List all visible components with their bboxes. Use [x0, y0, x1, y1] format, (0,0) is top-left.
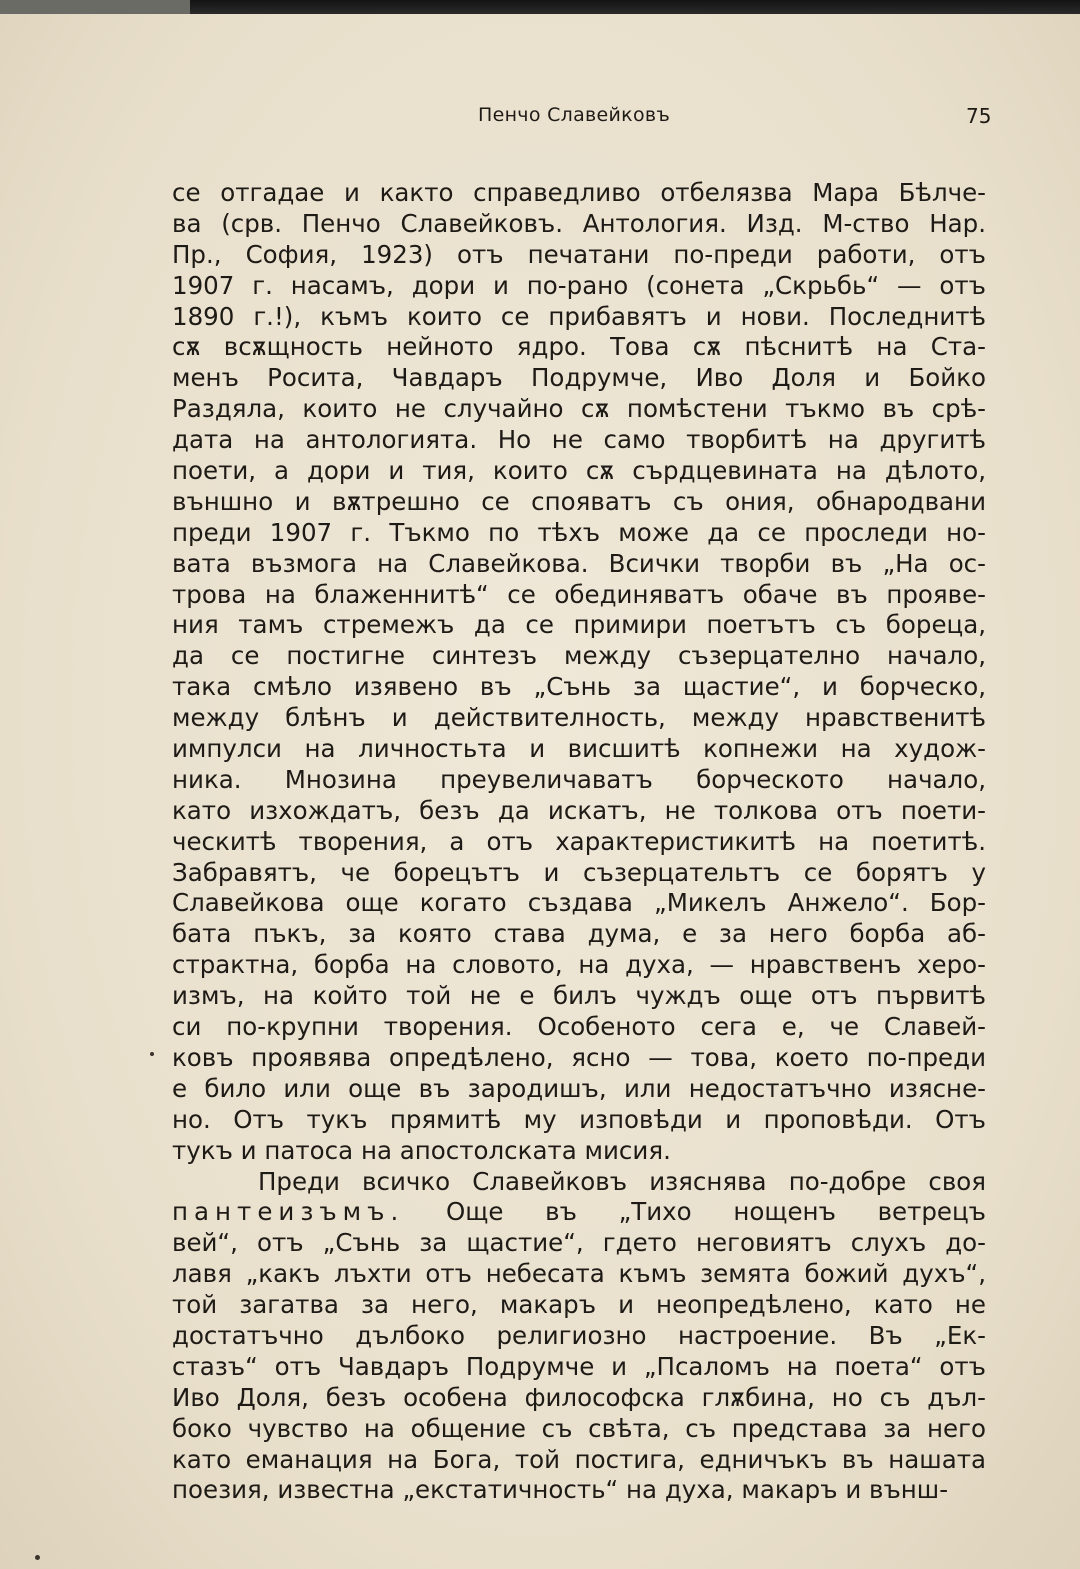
text-line: но. Отъ тукъ прямитѣ му изповѣди и проповѣди. Отъ	[172, 1104, 986, 1134]
scan-speck	[150, 1052, 154, 1056]
emphasized-word: пантеизъмъ.	[172, 1197, 405, 1227]
text-line: Иво Доля, безъ особена философска глѫбина, но съ дъл-	[172, 1382, 986, 1412]
text-line: външно и вѫтрешно се спояватъ съ ония, обнародвани	[172, 486, 986, 516]
text-line: достатъчно дълбоко религиозно настроение. Въ „Ек-	[172, 1320, 986, 1350]
scan-speck	[35, 1555, 40, 1560]
text-line: така смѣло изявено въ „Сънь за щастие“, и борческо,	[172, 672, 986, 702]
text-line: ния тамъ стремежъ да се примири поетътъ съ бореца,	[172, 610, 986, 640]
text-line: като еманация на Бога, той постига, едничъкъ въ нашата	[172, 1444, 986, 1474]
text-line: да се постигне синтезъ между съзерцателно начало,	[172, 641, 986, 671]
text-line: сѫ всѫщность нейното ядро. Това сѫ пѣснитѣ на Ста-	[172, 332, 986, 362]
text-line: между блѣнъ и действителность, между нравственитѣ	[172, 703, 986, 733]
text-line: стазъ“ отъ Чавдаръ Подрумче и „Псаломъ на поета“ отъ	[172, 1351, 986, 1381]
text-line: 1907 г. насамъ, дори и по-рано (сонета „Скрьбь“ — отъ	[172, 270, 986, 300]
text-line: поети, а дори и тия, които сѫ сърдцевината на дѣлото,	[172, 456, 986, 486]
text-line: менъ Росита, Чавдаръ Подрумче, Иво Доля и Бойко	[172, 363, 986, 393]
text-line: трова на блаженнитѣ“ се обединяватъ обаче въ прояве-	[172, 579, 986, 609]
text-line: ческитѣ творения, а отъ характеристикитѣ на поетитѣ.	[172, 826, 986, 856]
text-line: ковъ проявява опредѣлено, ясно — това, което по-преди	[172, 1042, 986, 1072]
page-number: 75	[966, 104, 992, 128]
text-line: като изхождатъ, безъ да искатъ, не толкова отъ поети-	[172, 795, 986, 825]
text-line: лавя „какъ лъхти отъ небесата къмъ земята божий духъ“,	[172, 1259, 986, 1289]
body-text	[172, 178, 986, 1506]
text-line: вата възмога на Славейкова. Всички творби въ „На ос-	[172, 548, 986, 578]
text-line: вей“, отъ „Сънь за щастие“, гдето неговиятъ слухъ до-	[172, 1228, 986, 1258]
text-line: дата на антологията. Но не само творбитѣ на другитѣ	[172, 425, 986, 455]
text-line: той загатва за него, макаръ и неопредѣлено, като не	[172, 1290, 986, 1320]
text-line: си по-крупни творения. Особеното сега е, че Славей-	[172, 1012, 986, 1042]
text-line: страктна, борба на словото, на духа, — нравственъ херо-	[172, 950, 986, 980]
text-line: Раздяла, които не случайно сѫ помѣстени тъкмо въ срѣ-	[172, 394, 986, 424]
text-line: бата пъкъ, за която става дума, е за него борба аб-	[172, 919, 986, 949]
paragraph	[172, 178, 986, 1167]
text-line: Преди всичко Славейковъ изяснява по-добре своя	[258, 1166, 986, 1196]
text-line: измъ, на който той не е билъ чуждъ още отъ първитѣ	[172, 981, 986, 1011]
running-head: Пенчо Славейковъ	[478, 104, 671, 126]
text-line: ва (срв. Пенчо Славейковъ. Антология. Изд. М-ство Нар.	[172, 208, 986, 238]
text-line: Забравятъ, че борецътъ и съзерцательтъ се борятъ у	[172, 857, 986, 887]
text-line: Пр., София, 1923) отъ печатани по-преди работи, отъ	[172, 239, 986, 269]
text-line: импулси на личностьта и висшитѣ копнежи на худож-	[172, 734, 986, 764]
text-line: Славейкова още когато създава „Микелъ Анжело“. Бор-	[172, 888, 986, 918]
text-line: е било или още въ зародишъ, или недостатъчно изясне-	[172, 1073, 986, 1103]
text-line: се отгадае и както справедливо отбелязва Мара Бѣлче-	[172, 178, 986, 207]
text-line: ника. Мнозина преувеличаватъ борческото начало,	[172, 764, 986, 794]
text-line: боко чувство на общение съ свѣта, съ представа за него	[172, 1413, 986, 1443]
page-header	[0, 104, 1080, 132]
text-line: поезия, известна „екстатичность“ на духа, макаръ и външ-	[172, 1475, 949, 1505]
paragraph	[172, 1167, 986, 1507]
text-line: 1890 г.!), къмъ които се прибавятъ и нови. Последнитѣ	[172, 301, 986, 331]
text-line: тукъ и патоса на апостолската мисия.	[172, 1135, 671, 1165]
text-line: преди 1907 г. Тъкмо по тѣхъ може да се проследи но-	[172, 517, 986, 547]
text-line: пантеизъмъ. Още въ „Тихо нощенъ ветрецъ	[172, 1197, 986, 1227]
